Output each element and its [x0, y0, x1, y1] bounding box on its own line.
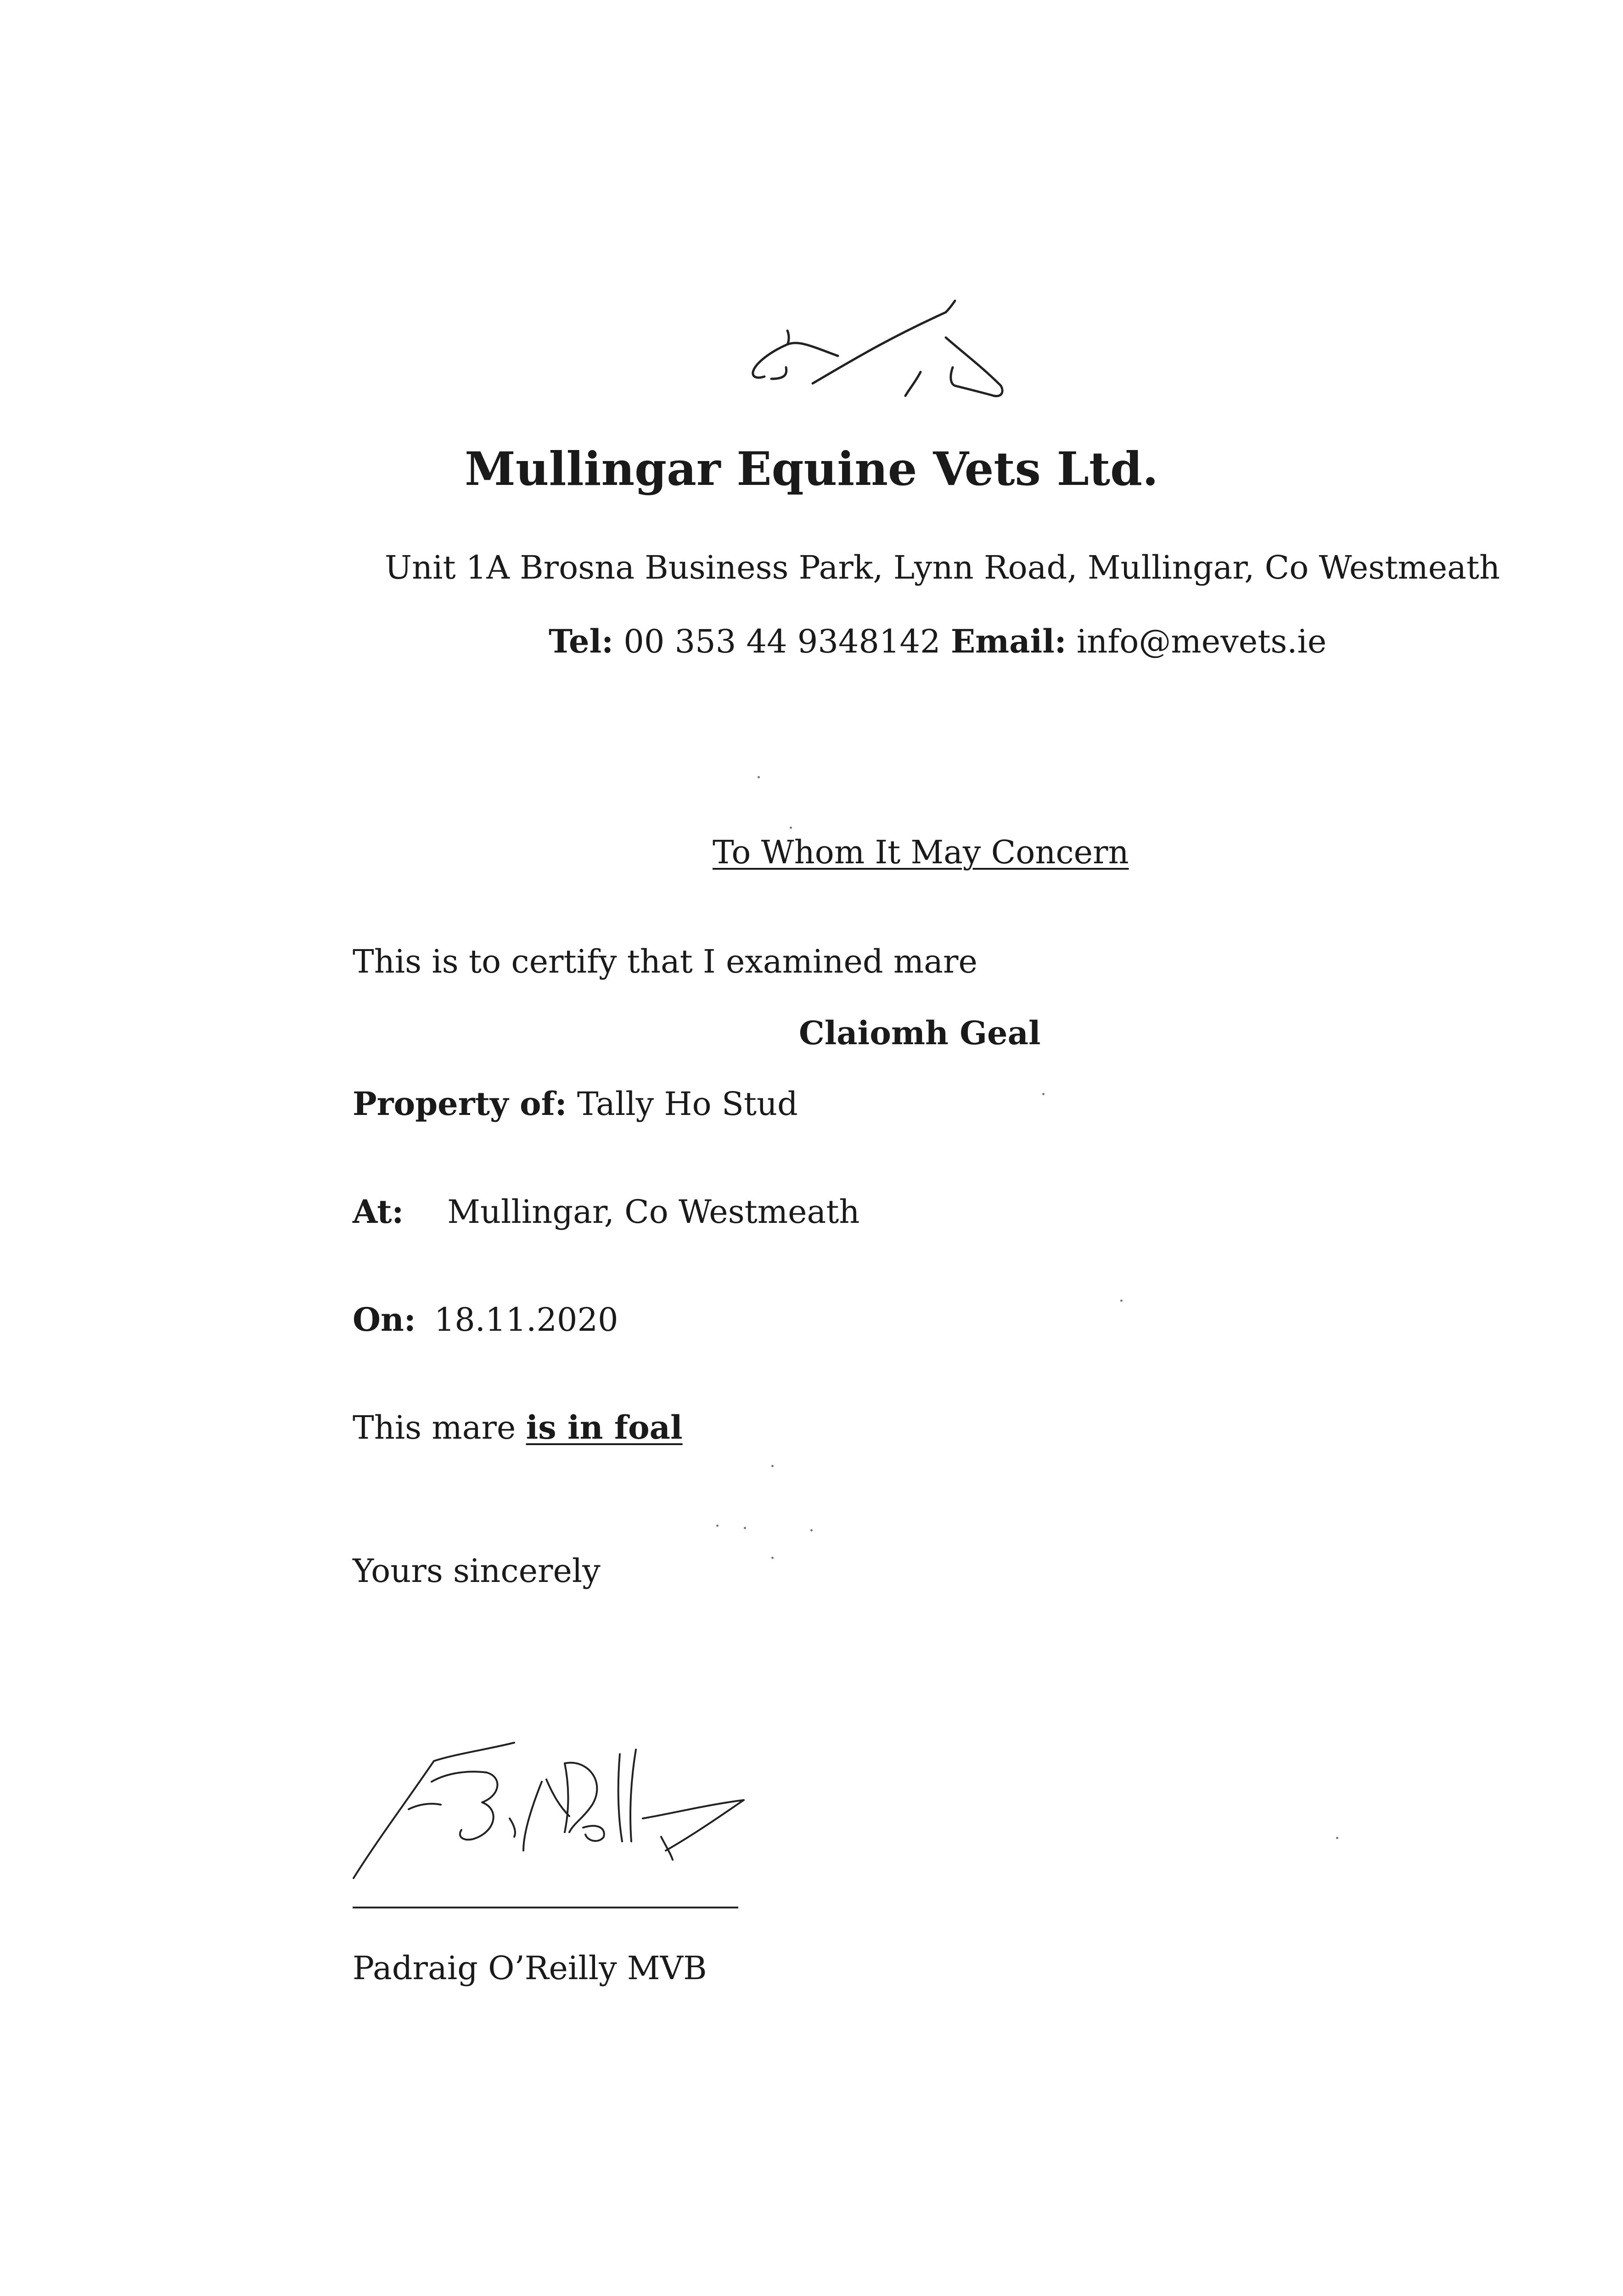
horse-heads-logo-icon [744, 294, 1024, 404]
certify-statement: This is to certify that I examined mare [353, 943, 977, 980]
scan-speck [810, 1529, 813, 1531]
property-row [353, 1085, 798, 1123]
scan-speck [744, 1527, 746, 1529]
on-value: 18.11.2020 [434, 1301, 618, 1339]
result-value: is in foal [526, 1408, 683, 1446]
scan-speck [1042, 1093, 1045, 1095]
signature-line [353, 1907, 738, 1908]
email-value: info@mevets.ie [1076, 623, 1327, 660]
tel-value: 00 353 44 9348142 [623, 623, 941, 660]
scan-speck [1336, 1837, 1338, 1839]
date-row [353, 1300, 618, 1339]
location-row [353, 1193, 860, 1231]
at-value: Mullingar, Co Westmeath [447, 1193, 860, 1231]
handwritten-signature-icon [349, 1727, 822, 1892]
on-label: On: [353, 1300, 416, 1339]
company-address: Unit 1A Brosna Business Park, Lynn Road, Mullingar, Co Westmeath [385, 549, 1500, 586]
scan-speck [790, 827, 792, 829]
scan-speck [758, 776, 760, 778]
scan-speck [771, 1465, 774, 1467]
property-value: Tally Ho Stud [577, 1085, 798, 1123]
salutation: To Whom It May Concern [713, 833, 1129, 871]
scan-speck [1120, 1300, 1123, 1302]
scan-speck [716, 1525, 719, 1527]
email-label: Email: [950, 622, 1067, 660]
signatory-name: Padraig O’Reilly MVB [353, 1949, 707, 1987]
result-row [353, 1408, 683, 1446]
at-label: At: [353, 1193, 404, 1231]
contact-line [549, 622, 1326, 660]
closing: Yours sincerely [353, 1552, 601, 1590]
tel-label: Tel: [549, 622, 614, 660]
property-label: Property of: [353, 1085, 567, 1123]
result-prefix: This mare [353, 1409, 516, 1446]
scan-speck [771, 1557, 774, 1559]
mare-name: Claiomh Geal [799, 1014, 1041, 1052]
company-name: Mullingar Equine Vets Ltd. [465, 442, 1158, 496]
